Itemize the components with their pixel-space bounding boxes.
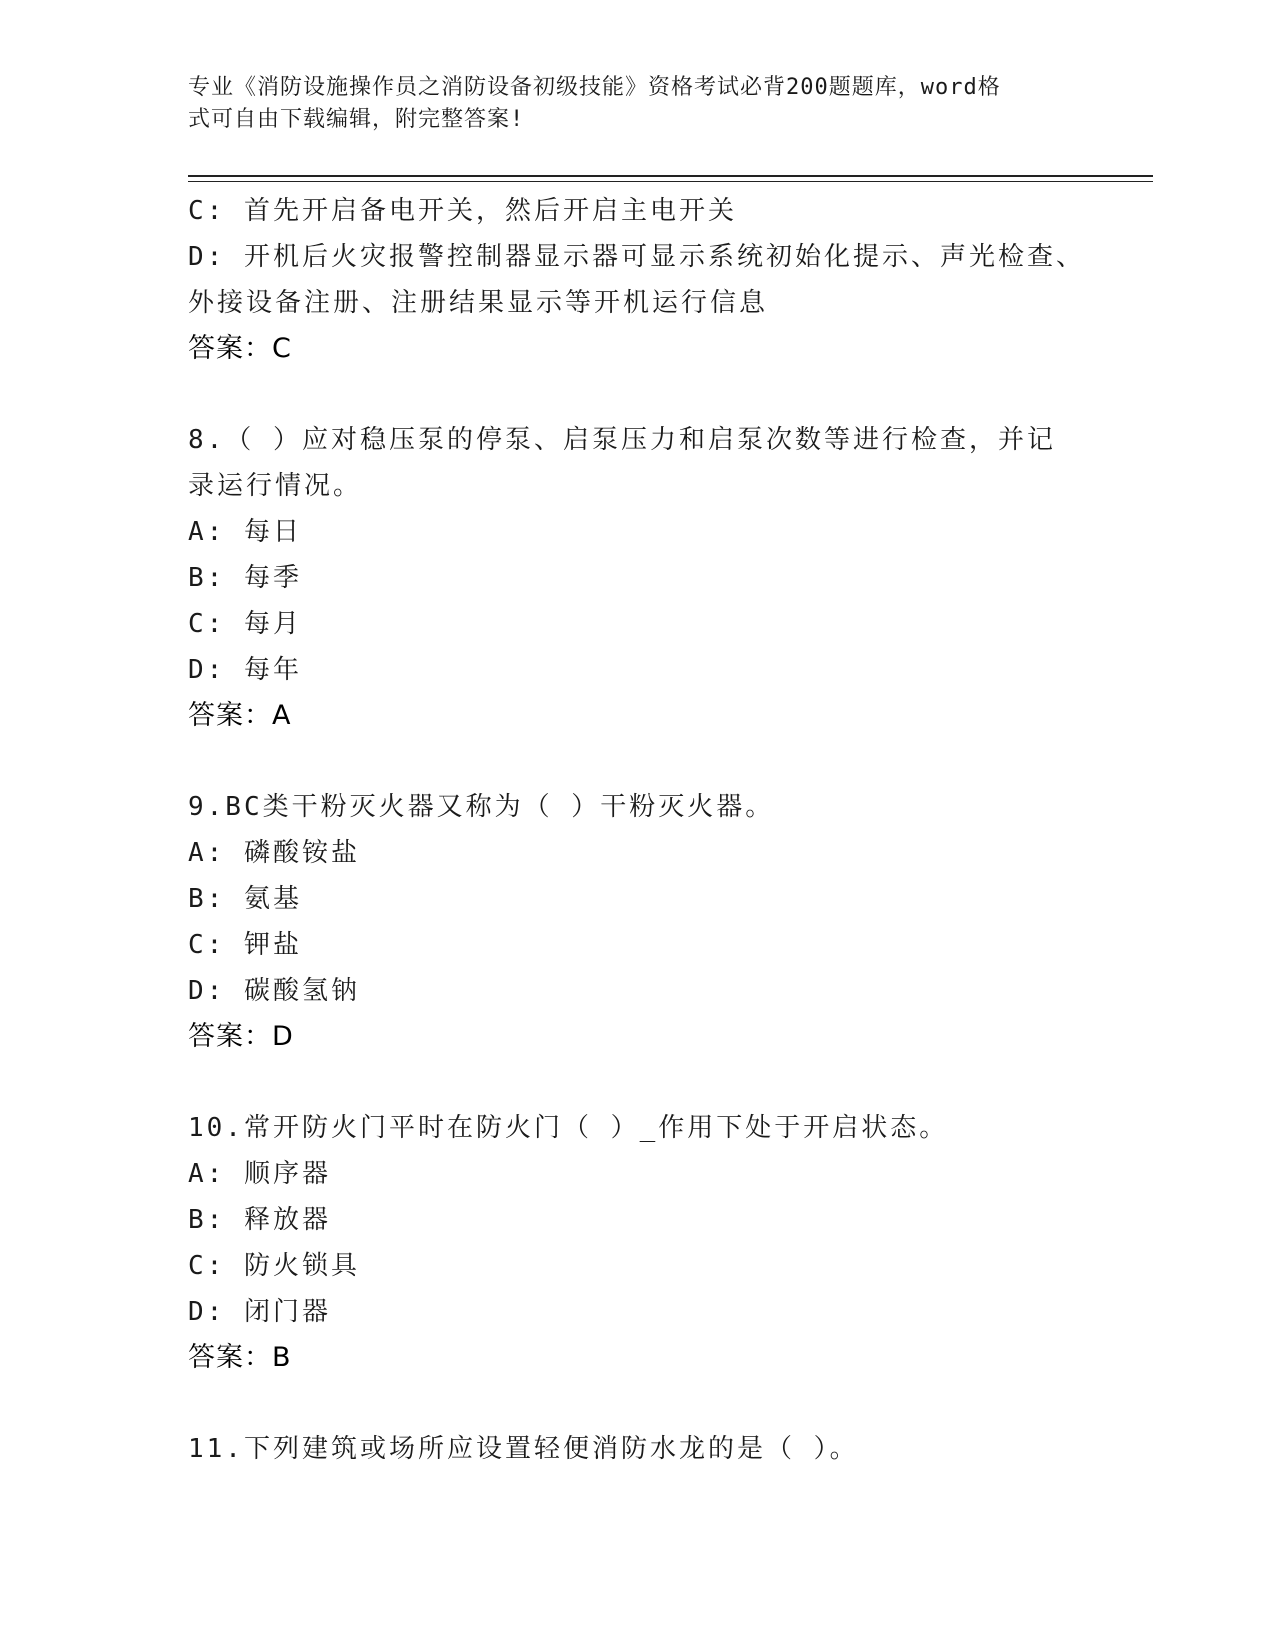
option-a: A: 磷酸铵盐 [188,838,360,868]
spacer [188,739,1108,784]
question-stem: 10.常开防火门平时在防火门（ ）_作用下处于开启状态。 [188,1113,949,1143]
question-10 [188,1105,1108,1381]
question-9 [188,784,1108,1060]
option-d: D: 每年 [188,655,302,685]
question-11 [188,1426,1108,1472]
header-title-line-1: 专业《消防设施操作员之消防设备初级技能》资格考试必背200题题库，word格 [188,75,1001,100]
option-a: A: 每日 [188,517,302,547]
spacer [188,1060,1108,1105]
option-b: B: 释放器 [188,1205,331,1235]
header-title-line-2: 式可自由下载编辑，附完整答案! [188,107,525,132]
question-8 [188,417,1108,739]
option-c: C: 首先开启备电开关，然后开启主电开关 [188,196,737,226]
answer: 答案：B [188,1342,292,1373]
header-divider-thin [188,181,1153,182]
option-d-continued: 外接设备注册、注册结果显示等开机运行信息 [188,288,769,318]
question-stem-continued: 录运行情况。 [188,471,363,501]
option-a: A: 顺序器 [188,1159,331,1189]
option-c: C: 防火锁具 [188,1251,360,1281]
header-divider-thick [188,175,1153,177]
question-list [188,188,1108,1472]
answer: 答案：A [188,700,292,731]
question-stem: 11.下列建筑或场所应设置轻便消防水龙的是（ ）。 [188,1434,859,1464]
option-c: C: 钾盐 [188,930,302,960]
option-b: B: 氨基 [188,884,302,914]
question-stem: 8.（ ）应对稳压泵的停泵、启泵压力和启泵次数等进行检查，并记 [188,425,1056,455]
option-c: C: 每月 [188,609,302,639]
question-7-continued [188,188,1108,372]
question-stem: 9.BC类干粉灭火器又称为（ ）干粉灭火器。 [188,792,775,822]
spacer [188,1381,1108,1426]
option-d: D: 碳酸氢钠 [188,976,360,1006]
option-d: D: 开机后火灾报警控制器显示器可显示系统初始化提示、声光检查、 [188,242,1085,272]
answer: 答案：C [188,333,292,364]
option-b: B: 每季 [188,563,302,593]
spacer [188,372,1108,417]
document-header [188,72,1068,136]
option-d: D: 闭门器 [188,1297,331,1327]
answer: 答案：D [188,1021,294,1052]
